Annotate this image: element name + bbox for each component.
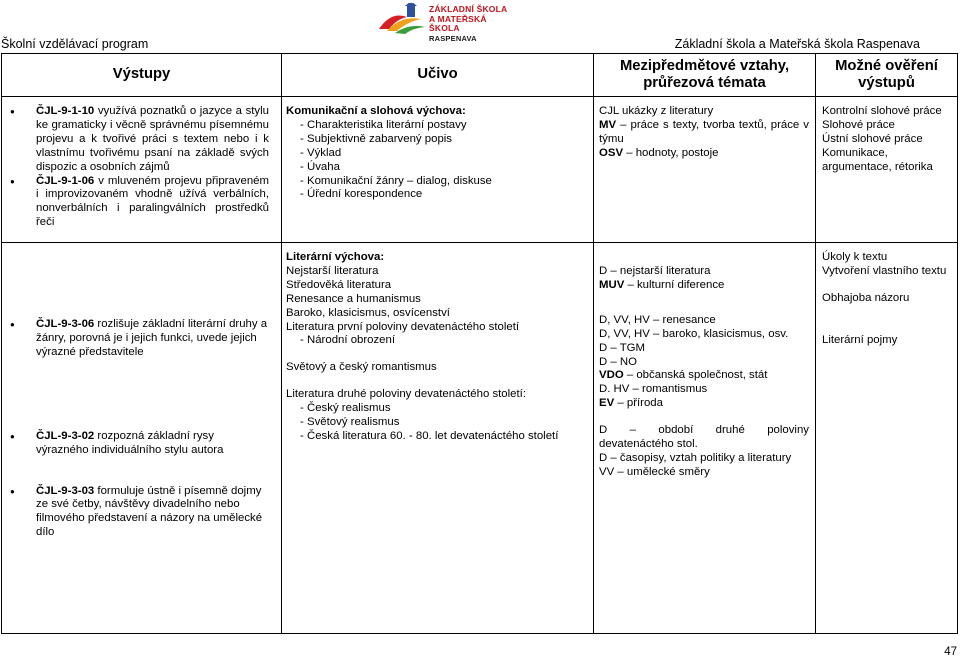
content-line: Nejstarší literatura bbox=[286, 264, 379, 277]
relation-item bbox=[599, 383, 809, 397]
verification-cell bbox=[816, 243, 958, 634]
relation-code: D bbox=[599, 451, 608, 464]
relation-text: – časopisy, vztah politiky a literatury bbox=[607, 451, 792, 464]
content-item: - Komunikační žánry – dialog, diskuse bbox=[286, 175, 588, 189]
relation-item bbox=[599, 397, 809, 411]
verification-item: Komunikace, argumentace, rétorika bbox=[822, 146, 933, 173]
table-row bbox=[2, 243, 958, 634]
content-item: - Světový realismus bbox=[286, 416, 588, 430]
output-text: rozpozná základní rysy výrazného individuálního stylu autora bbox=[36, 429, 224, 456]
relation-item bbox=[599, 342, 809, 356]
relation-code: D, VV, HV bbox=[599, 327, 650, 340]
output-item bbox=[36, 105, 269, 175]
relation-code: VV bbox=[599, 465, 615, 478]
relation-code: EV bbox=[599, 397, 615, 410]
output-code: ČJL-9-3-03 bbox=[36, 484, 95, 497]
content-cell bbox=[282, 243, 594, 634]
relation-text: – romantismus bbox=[629, 383, 708, 396]
relation-code: D bbox=[599, 424, 608, 437]
output-text: v mluveném projevu připraveném i improvizovaném vhodně užívá verbálních, nonverbálních i paralingválních prostředků řeči bbox=[36, 174, 269, 229]
column-header-relations: Mezipředmětové vztahy, průřezová témata bbox=[594, 54, 816, 97]
content-item: - Český realismus bbox=[286, 402, 588, 416]
relation-item bbox=[599, 452, 809, 466]
output-item bbox=[36, 485, 269, 541]
relation-text: ukázky z literatury bbox=[618, 105, 714, 117]
content-line: Světový a český romantismus bbox=[286, 361, 437, 374]
relation-item bbox=[599, 356, 809, 370]
relation-text: – TGM bbox=[607, 341, 645, 354]
column-header-outputs: Výstupy bbox=[2, 54, 282, 97]
relation-text: – hodnoty, postoje bbox=[623, 146, 719, 159]
relation-item bbox=[599, 265, 809, 279]
output-item bbox=[36, 318, 269, 360]
table-header-row bbox=[2, 54, 958, 97]
relation-text: – kulturní diference bbox=[624, 278, 725, 291]
relation-item bbox=[599, 314, 809, 328]
output-text: rozlišuje základní literární druhy a žánry, porovná je i jejich funkci, uvede jejich výrazné představitele bbox=[36, 318, 268, 358]
content-line: Literatura druhé poloviny devatenáctého století: bbox=[286, 388, 526, 401]
content-line: Literatura první poloviny devatenáctého století bbox=[286, 320, 520, 333]
relation-item bbox=[599, 147, 809, 161]
verification-cell bbox=[816, 97, 958, 243]
relation-code: MV bbox=[599, 118, 617, 131]
relations-cell bbox=[594, 97, 816, 243]
relation-item bbox=[599, 466, 809, 480]
output-item bbox=[36, 175, 269, 231]
content-line: Renesance a humanismus bbox=[286, 292, 421, 305]
relation-item bbox=[599, 369, 809, 383]
content-title: Komunikační a slohová výchova: bbox=[286, 105, 466, 117]
verification-item: Úkoly k textu bbox=[822, 251, 888, 263]
verification-item: Kontrolní slohové práce bbox=[822, 105, 942, 117]
relation-text: – baroko, klasicismus, osv. bbox=[649, 327, 789, 340]
school-logo bbox=[377, 3, 517, 43]
relation-text: – renesance bbox=[649, 313, 716, 326]
logo-text bbox=[429, 5, 517, 43]
header-right-title: Základní škola a Mateřská škola Raspenava bbox=[674, 37, 920, 51]
relations-cell bbox=[594, 243, 816, 634]
relation-text: – občanská společnost, stát bbox=[623, 369, 768, 382]
relation-code: D, VV, HV bbox=[599, 313, 650, 326]
logo-line-3: RASPENAVA bbox=[429, 33, 477, 43]
relation-text: – období druhé poloviny devatenáctého stol. bbox=[599, 424, 809, 451]
logo-line-1: ZÁKLADNÍ ŠKOLA bbox=[429, 4, 508, 14]
relation-code: D bbox=[599, 341, 608, 354]
relation-text: – nejstarší literatura bbox=[607, 265, 711, 277]
content-item: - Úvaha bbox=[286, 161, 588, 175]
content-item: - Výklad bbox=[286, 147, 588, 161]
header-left-title: Školní vzdělávací program bbox=[1, 37, 149, 51]
output-code: ČJL-9-3-02 bbox=[36, 429, 95, 442]
verification-item: Literární pojmy bbox=[822, 333, 898, 346]
column-header-verification: Možné ověření výstupů bbox=[816, 54, 958, 97]
relation-text: – práce s texty, tvorba textů, práce v týmu bbox=[599, 118, 809, 145]
relation-item bbox=[599, 424, 809, 452]
relation-item bbox=[599, 328, 809, 342]
logo-emblem-icon bbox=[377, 3, 427, 37]
content-item: - Úřední korespondence bbox=[286, 188, 588, 202]
output-item bbox=[36, 430, 269, 458]
verification-item: Slohové práce bbox=[822, 118, 895, 131]
relation-item bbox=[599, 105, 809, 119]
outputs-cell bbox=[2, 97, 282, 243]
relation-text: – umělecké směry bbox=[614, 465, 710, 478]
relation-code: D bbox=[599, 355, 608, 368]
content-title: Literární výchova: bbox=[286, 251, 385, 263]
content-line: Středověká literatura bbox=[286, 278, 392, 291]
relation-code: D bbox=[599, 265, 608, 277]
relation-code: OSV bbox=[599, 146, 624, 159]
content-cell bbox=[282, 97, 594, 243]
logo-line-2: A MATEŘSKÁ ŠKOLA bbox=[429, 13, 487, 34]
verification-item: Ústní slohové práce bbox=[822, 132, 923, 145]
output-code: ČJL-9-3-06 bbox=[36, 318, 95, 330]
output-text: formuluje ústně i písemně dojmy ze své četby, návštěvy divadelního nebo filmového představení a názory na umělecké dílo bbox=[36, 484, 263, 539]
relation-item bbox=[599, 119, 809, 147]
table-row bbox=[2, 97, 958, 243]
relation-code: D. HV bbox=[599, 383, 630, 396]
output-code: ČJL-9-1-06 bbox=[36, 174, 95, 187]
verification-item: Obhajoba názoru bbox=[822, 291, 910, 304]
content-line: Baroko, klasicismus, osvícenství bbox=[286, 306, 450, 319]
curriculum-table bbox=[1, 53, 958, 634]
output-text: využívá poznatků o jazyce a stylu ke gramaticky i věcně správnému písemnému projevu a k tvořivé práci s textem nebo i k vlastnímu tvořivému psaní na základě svých dispozic a osobních zájmů bbox=[36, 105, 269, 173]
relation-code: CJL bbox=[599, 105, 619, 117]
column-header-content: Učivo bbox=[282, 54, 594, 97]
outputs-cell bbox=[2, 243, 282, 634]
output-code: ČJL-9-1-10 bbox=[36, 105, 95, 117]
content-item: - Subjektivně zabarvený popis bbox=[286, 133, 588, 147]
relation-code: VDO bbox=[599, 369, 624, 382]
relation-text: – příroda bbox=[614, 397, 663, 410]
content-item: - Národní obrození bbox=[286, 334, 588, 348]
page-number: 47 bbox=[944, 646, 957, 658]
relation-code: MUV bbox=[599, 278, 625, 291]
relation-text: – NO bbox=[607, 355, 637, 368]
content-item: - Česká literatura 60. - 80. let devatenáctého století bbox=[286, 430, 588, 444]
content-item: - Charakteristika literární postavy bbox=[286, 119, 588, 133]
relation-item bbox=[599, 279, 809, 293]
verification-item: Vytvoření vlastního textu bbox=[822, 264, 947, 277]
